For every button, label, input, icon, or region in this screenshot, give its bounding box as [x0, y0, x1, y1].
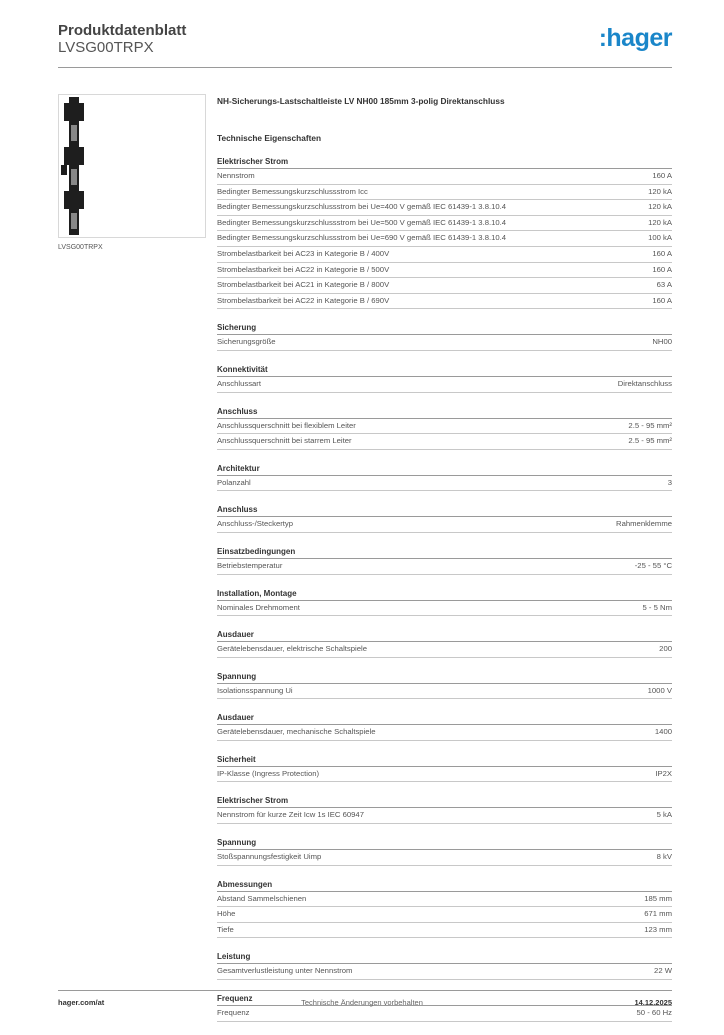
spec-label: Bedingter Bemessungskurzschlussstrom bei Ue=690 V gemäß IEC 61439-1 3.8.10.4 — [217, 233, 507, 243]
header-product-code: LVSG00TRPX — [58, 39, 154, 56]
section-title: Elektrischer Strom — [217, 156, 672, 169]
spec-value: 50 - 60 Hz — [636, 1008, 672, 1018]
spec-row — [217, 964, 672, 980]
section-title: Sicherung — [217, 322, 672, 335]
spec-value: 185 mm — [644, 893, 672, 903]
spec-label: Höhe — [217, 909, 236, 919]
spec-value: 160 A — [652, 295, 672, 305]
spec-label: Strombelastbarkeit bei AC22 in Kategorie B / 500V — [217, 264, 390, 274]
spec-label: Strombelastbarkeit bei AC21 in Kategorie B / 800V — [217, 280, 390, 290]
product-image — [58, 94, 206, 238]
section-title: Spannung — [217, 837, 672, 850]
spec-row — [217, 892, 672, 908]
spec-section — [217, 364, 672, 393]
spec-label: Gerätelebensdauer, elektrische Schaltspiele — [217, 644, 367, 654]
spec-value: IP2X — [655, 768, 672, 778]
spec-row — [217, 601, 672, 617]
spec-label: Polanzahl — [217, 477, 251, 487]
footer-disclaimer: Technische Änderungen vorbehalten — [301, 998, 423, 1007]
spec-value: 671 mm — [644, 909, 672, 919]
spec-value: 3 — [667, 477, 672, 487]
spec-label: Frequenz — [217, 1008, 250, 1018]
spec-row — [217, 377, 672, 393]
spec-section — [217, 156, 672, 309]
section-title: Architektur — [217, 463, 672, 476]
spec-row — [217, 335, 672, 351]
spec-value: 123 mm — [644, 924, 672, 934]
product-title: NH-Sicherungs-Lastschaltleiste LV NH00 185mm 3-polig Direktanschluss — [217, 96, 505, 106]
spec-label: Bedingter Bemessungskurzschlussstrom bei Ue=400 V gemäß IEC 61439-1 3.8.10.4 — [217, 202, 507, 212]
image-caption: LVSG00TRPX — [58, 244, 103, 251]
spec-row — [217, 216, 672, 232]
hager-logo: :hager — [598, 24, 672, 52]
spec-section — [217, 504, 672, 533]
spec-label: Strombelastbarkeit bei AC22 in Kategorie B / 690V — [217, 295, 390, 305]
spec-section — [217, 795, 672, 824]
spec-row — [217, 767, 672, 783]
spec-row — [217, 294, 672, 310]
spec-value: 2.5 - 95 mm² — [628, 436, 672, 446]
spec-section — [217, 463, 672, 492]
section-title: Ausdauer — [217, 629, 672, 642]
spec-label: Isolationsspannung Ui — [217, 685, 293, 695]
spec-value: 160 A — [652, 248, 672, 258]
spec-section — [217, 629, 672, 658]
spec-section — [217, 754, 672, 783]
section-title: Anschluss — [217, 504, 672, 517]
main-content — [217, 96, 672, 1035]
spec-label: Betriebstemperatur — [217, 560, 283, 570]
spec-section — [217, 951, 672, 980]
spec-label: IP-Klasse (Ingress Protection) — [217, 768, 320, 778]
section-title: Frequenz — [217, 993, 672, 1006]
spec-row — [217, 684, 672, 700]
spec-label: Gerätelebensdauer, mechanische Schaltspiele — [217, 727, 376, 737]
spec-sections — [217, 156, 672, 1022]
header-divider — [58, 67, 672, 68]
spec-value: 120 kA — [648, 202, 672, 212]
spec-section — [217, 406, 672, 450]
spec-label: Tiefe — [217, 924, 234, 934]
spec-value: 22 W — [654, 966, 672, 976]
spec-value: 160 A — [652, 264, 672, 274]
spec-label: Nennstrom — [217, 171, 255, 180]
spec-row — [217, 907, 672, 923]
spec-row — [217, 247, 672, 263]
spec-row — [217, 725, 672, 741]
spec-section — [217, 588, 672, 617]
spec-section — [217, 879, 672, 939]
spec-row — [217, 1006, 672, 1022]
spec-label: Gesamtverlustleistung unter Nennstrom — [217, 966, 353, 976]
spec-label: Nominales Drehmoment — [217, 602, 300, 612]
spec-row — [217, 200, 672, 216]
footer-divider — [58, 990, 672, 991]
spec-label: Stoßspannungsfestigkeit Uimp — [217, 852, 322, 862]
spec-label: Anschluss-/Steckertyp — [217, 519, 294, 529]
spec-row — [217, 263, 672, 279]
spec-value: 8 kV — [656, 852, 672, 862]
spec-row — [217, 231, 672, 247]
spec-value: 100 kA — [648, 233, 672, 243]
spec-row — [217, 434, 672, 450]
spec-row — [217, 923, 672, 939]
spec-value: 2.5 - 95 mm² — [628, 420, 672, 430]
spec-value: 120 kA — [648, 186, 672, 196]
spec-value: 1400 — [654, 727, 672, 737]
spec-label: Nennstrom für kurze Zeit Icw 1s IEC 60947 — [217, 810, 364, 820]
spec-section — [217, 546, 672, 575]
spec-value: 63 A — [656, 280, 672, 290]
spec-row — [217, 559, 672, 575]
header-title: Produktdatenblatt — [58, 22, 187, 39]
spec-value: Direktanschluss — [617, 378, 672, 388]
spec-section — [217, 837, 672, 866]
spec-label: Bedingter Bemessungskurzschlussstrom Icc — [217, 186, 368, 196]
spec-section — [217, 712, 672, 741]
spec-row — [217, 278, 672, 294]
section-title: Abmessungen — [217, 879, 672, 892]
spec-label: Sicherungsgröße — [217, 337, 276, 347]
spec-value: Rahmenklemme — [616, 519, 672, 529]
spec-section — [217, 322, 672, 351]
section-title: Anschluss — [217, 406, 672, 419]
spec-value: 1000 V — [647, 685, 672, 695]
spec-label: Abstand Sammelschienen — [217, 893, 307, 903]
section-title: Ausdauer — [217, 712, 672, 725]
spec-value: 5 kA — [656, 810, 672, 820]
spec-label: Strombelastbarkeit bei AC23 in Kategorie B / 400V — [217, 248, 390, 258]
spec-row — [217, 808, 672, 824]
section-title: Installation, Montage — [217, 588, 672, 601]
technical-properties-title: Technische Eigenschaften — [217, 133, 322, 143]
logo-text: hager — [606, 24, 672, 52]
spec-label: Bedingter Bemessungskurzschlussstrom bei Ue=500 V gemäß IEC 61439-1 3.8.10.4 — [217, 217, 507, 227]
spec-row — [217, 476, 672, 492]
spec-label: Anschlussquerschnitt bei flexiblem Leiter — [217, 420, 356, 430]
spec-row — [217, 517, 672, 533]
spec-value: NH00 — [652, 337, 672, 347]
spec-value: 160 A — [652, 171, 672, 180]
section-title: Spannung — [217, 671, 672, 684]
spec-section — [217, 671, 672, 700]
spec-value: 200 — [659, 644, 672, 654]
spec-value: 120 kA — [648, 217, 672, 227]
section-title: Elektrischer Strom — [217, 795, 672, 808]
footer-date: 14.12.2025 — [634, 998, 672, 1007]
spec-label: Anschlussart — [217, 378, 262, 388]
section-title: Sicherheit — [217, 754, 672, 767]
section-title: Leistung — [217, 951, 672, 964]
spec-value: 5 - 5 Nm — [642, 602, 672, 612]
spec-value: -25 - 55 °C — [634, 560, 672, 570]
spec-row — [217, 185, 672, 201]
spec-row — [217, 850, 672, 866]
spec-label: Anschlussquerschnitt bei starrem Leiter — [217, 436, 352, 446]
spec-row — [217, 419, 672, 435]
spec-row — [217, 642, 672, 658]
spec-row — [217, 169, 672, 185]
section-title: Konnektivität — [217, 364, 672, 377]
footer-website: hager.com/at — [58, 998, 105, 1007]
section-title: Einsatzbedingungen — [217, 546, 672, 559]
